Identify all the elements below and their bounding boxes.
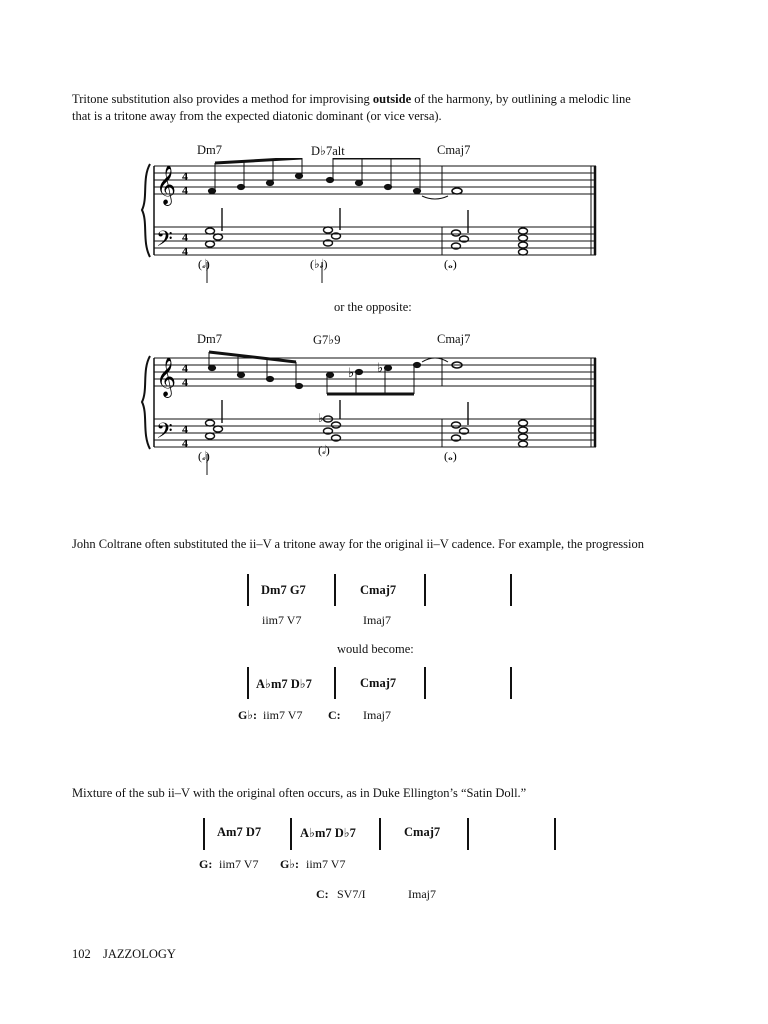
intro-text: Tritone substitution also provides a method for improvising (72, 92, 370, 106)
ex1-ts-bottom-bass: 4 (182, 244, 188, 258)
bar-line (424, 574, 426, 606)
ex2-staff-system (140, 350, 602, 475)
ellington-text: Mixture of the sub ii–V with the original often occurs, as in Duke Ellington’s “Satin Doll.” (72, 786, 527, 800)
prog2-key1-colon: : (253, 708, 258, 722)
ex1-chord-cmaj7: Cmaj7 (437, 143, 471, 157)
prog2-a-rest: m7 D (270, 677, 300, 691)
prog3-c1: Am7 D7 (217, 825, 262, 839)
bar-line (510, 574, 512, 606)
treble-clef-icon: 𝄞 (156, 359, 177, 396)
ex2-ts-bottom: 4 (182, 375, 188, 389)
prog3-c2-rest: m7 D (314, 826, 344, 840)
ex2-chord-dm7: Dm7 (197, 332, 222, 346)
ex1-chord-dbalt (311, 143, 345, 159)
prog3-key-1: G: (199, 857, 213, 871)
ex1-c2-flat: ♭ (320, 144, 326, 158)
prog3-key2-colon: : (295, 857, 300, 871)
ex1-bass-root-2: (♭𝅗𝅥) (310, 257, 328, 271)
bar-line (247, 574, 249, 606)
prog2-key1-flat: ♭ (247, 708, 254, 722)
bar-line (290, 818, 292, 850)
ex1-c2-rest: 7alt (325, 144, 345, 158)
coltrane-text: John Coltrane often substituted the ii–V a tritone away for the original ii–V cadence. For example, the progression (72, 537, 644, 551)
bar-line (203, 818, 205, 850)
bar-line (379, 818, 381, 850)
ex2-ts-top-bass: 4 (182, 422, 188, 436)
bar-line (467, 818, 469, 850)
prog2-key-1 (238, 708, 257, 723)
prog1-rn-a: iim7 V7 (262, 613, 302, 627)
ex1-ts-top-bass: 4 (182, 230, 188, 244)
prog3-c2-flat: ♭ (309, 826, 315, 840)
ex1-chord-dm7: Dm7 (197, 143, 222, 157)
bar-line (554, 818, 556, 850)
svg-text:♭: ♭ (377, 360, 384, 375)
intro-line-1 (72, 91, 631, 108)
prog2-chords-b: Cmaj7 (360, 676, 397, 690)
prog3-rn-1: iim7 V7 (219, 857, 259, 871)
ex1-bass-root-1: (𝅗𝅥) (198, 257, 210, 271)
prog3-c2-root: A (300, 826, 310, 840)
prog3-c2-rest2: 7 (349, 826, 356, 840)
bass-clef-icon: 𝄢 (156, 227, 173, 256)
prog2-a-rest2: 7 (305, 677, 312, 691)
intro-bold: outside (372, 92, 412, 106)
ex2-chord-g7b9 (313, 332, 340, 348)
intro-text-end: of the harmony, by outlining a melodic line (414, 92, 631, 106)
prog1-chords-a: Dm7 G7 (261, 583, 306, 597)
bar-line (510, 667, 512, 699)
svg-text:♭: ♭ (348, 365, 355, 380)
prog3-key2-flat: ♭ (289, 857, 296, 871)
treble-clef-icon: 𝄞 (156, 167, 177, 204)
bar-line (334, 574, 336, 606)
ex2-ts-bottom-bass: 4 (182, 436, 188, 450)
prog2-key1-root: G (238, 708, 248, 722)
prog3-c3: Cmaj7 (404, 825, 441, 839)
prog1-chords-b: Cmaj7 (360, 583, 397, 597)
ex2-bass-root-3: (𝅝) (444, 449, 457, 463)
prog3-rn-2: iim7 V7 (306, 857, 346, 871)
prog2-chords-a (256, 676, 312, 692)
ex1-ts-bottom: 4 (182, 183, 188, 197)
prog3-c2-flat2: ♭ (343, 826, 350, 840)
ex1-ts-top: 4 (182, 169, 188, 183)
bar-line (247, 667, 249, 699)
prog2-a-root: A (256, 677, 266, 691)
prog3-key2-root: G (280, 857, 290, 871)
prog2-key-2: C: (328, 708, 341, 722)
prog2-rn-b: Imaj7 (363, 708, 391, 722)
bar-line (334, 667, 336, 699)
connector-text: or the opposite: (334, 300, 412, 314)
intro-line-2: that is a tritone away from the expected diatonic dominant (or vice versa). (72, 109, 442, 123)
ex2-c2-rest: 9 (334, 333, 341, 347)
prog3-c2 (300, 825, 356, 841)
bar-line (424, 667, 426, 699)
prog2-a-flat: ♭ (265, 677, 271, 691)
ex2-bass-root-2: (𝅗𝅥) (318, 443, 330, 457)
ex2-chord-cmaj7: Cmaj7 (437, 332, 471, 346)
book-title: JAZZOLOGY (103, 947, 176, 961)
ex2-c2-root: G7 (313, 333, 329, 347)
prog3-key-2 (280, 857, 299, 872)
prog3-rn-3: SV7/I (337, 887, 366, 901)
ex2-ts-top: 4 (182, 361, 188, 375)
would-become-text: would become: (337, 642, 414, 656)
prog2-rn-a: iim7 V7 (263, 708, 303, 722)
ex1-bass-root-3: (𝅝) (444, 257, 457, 271)
prog3-key-3: C: (316, 887, 329, 901)
page-number: 102 (72, 947, 91, 961)
ex2-bass-root-1: (𝅗𝅥) (198, 449, 210, 463)
ex1-c2-root: D (311, 144, 321, 158)
prog3-rn-4: Imaj7 (408, 887, 436, 901)
ex2-c2-flat: ♭ (328, 333, 335, 347)
prog1-rn-b: Imaj7 (363, 613, 391, 627)
svg-text:♭: ♭ (318, 411, 324, 425)
bass-clef-icon: 𝄢 (156, 419, 173, 448)
prog2-a-flat2: ♭ (299, 677, 306, 691)
ex1-staff-system (140, 158, 602, 283)
